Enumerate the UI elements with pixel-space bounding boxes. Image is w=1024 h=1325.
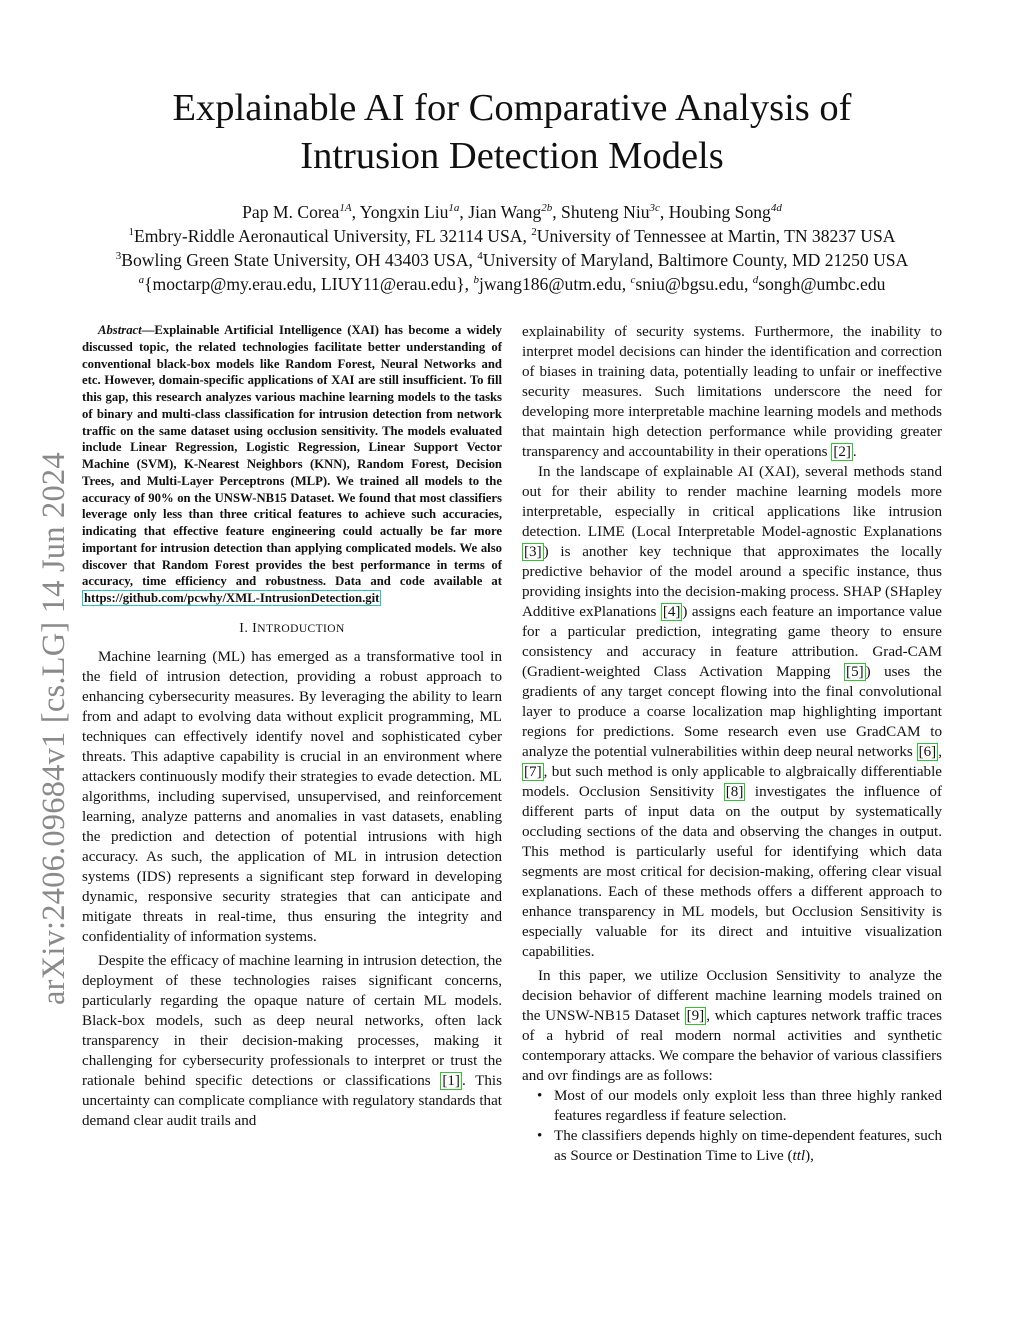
citation-link[interactable]: [1]	[442, 1072, 460, 1089]
author-name: Jian Wang	[468, 202, 542, 222]
author-sep: ,	[659, 202, 669, 222]
email-sup: b	[473, 274, 479, 286]
title-line-1: Explainable AI for Comparative Analysis of	[172, 87, 852, 129]
email-sup: d	[752, 274, 759, 286]
paragraph-text: The classifiers depends highly on time-dependent features, such as Source or Destination Time to Live (	[554, 1128, 942, 1164]
paragraph-text: In this paper, we utilize Occlusion Sensitivity to analyze the decision behavior of different machine learning models trained on the UNSW-NB15 Dataset	[522, 968, 942, 1024]
author-names	[0, 200, 1024, 224]
list-item	[554, 1126, 942, 1166]
email-sup: c	[630, 274, 636, 286]
affiliation: Embry-Riddle Aeronautical University, FL 32114 USA,	[133, 226, 532, 246]
xai-methods-paragraph	[522, 462, 942, 962]
paragraph-text: , which captures network traffic traces of a hybrid of real modern normal activities and synthetic contemporary attacks. We compare the behavior of various classifiers and ovr findings are as follows:	[522, 1008, 942, 1084]
list-item: • Most of our models only exploit less than three highly ranked features regardless if feature selection.	[554, 1086, 942, 1126]
author-block	[0, 200, 1024, 296]
paragraph-text: ) is another key technique that approximates the locally predictive behavior of the model around a specific instance, thus providing insights into the decision-making process. SHAP (SHapley Additive exPlanations	[522, 544, 942, 620]
author-sup: 1a	[448, 202, 460, 214]
email: sniu@bgsu.edu,	[635, 274, 753, 294]
affiliation-sup: 2	[531, 226, 537, 238]
emphasis-text: ttl	[792, 1148, 806, 1164]
paper-title	[0, 84, 1024, 180]
author-name: Pap M. Corea	[242, 202, 340, 222]
paragraph-text: ) assigns each feature an importance value for a particular prediction, integrating game theory to ensure consistency and accuracy in feature attribution. Grad-CAM (Gradient-weighted Class Activation Mapping	[522, 604, 942, 680]
contribution-paragraph	[522, 966, 942, 1086]
citation-link[interactable]: [8]	[725, 784, 744, 800]
affiliation-sup: 4	[477, 250, 483, 262]
paragraph-text: .	[852, 444, 857, 460]
section-number: I.	[239, 620, 253, 636]
left-column	[82, 322, 502, 1131]
author-sup: 4d	[770, 202, 782, 214]
paragraph-text: Despite the efficacy of machine learning in intrusion detection, the deployment of these technologies raises significant concerns, particularly regarding the opaque nature of certain ML models. Black-box models, such as deep neural networks, often lack transparency in their decision-making processes, making it challenging for cybersecurity professionals to interpret or trust the rationale behind specific detections or classifications	[82, 952, 502, 1089]
citation-link[interactable]: [3]	[524, 544, 542, 560]
author-sep: ,	[459, 202, 469, 222]
affiliation: University of Maryland, Baltimore County, MD 21250 USA	[482, 250, 909, 270]
paragraph-text: , but such method is only applicable to algbraically differentiable models. Occlusion Sensitivity	[522, 764, 942, 800]
citation-link[interactable]: [7]	[524, 764, 542, 780]
arxiv-identifier: arXiv:2406.09684v1 [cs.LG] 14 Jun 2024	[36, 452, 72, 1005]
paragraph-text: explainability of security systems. Furthermore, the inability to interpret model decisions can hinder the identification and correction of biases in training data, potentially leading to unfair or ineffective security measures. Such limitations underscore the need for developing more interpretable machine learning models and methods that maintain high detection performance while providing greater transparency and accountability in their operations	[522, 324, 942, 460]
author-sep: ,	[552, 202, 562, 222]
paragraph-text: In the landscape of explainable AI (XAI), several methods stand out for their ability to render machine learning models more interpretable, especially in critical applications like intrusion detection. LIME (Local Interpretable Model-agnostic Explanations	[522, 464, 942, 540]
author-sep: ,	[351, 202, 360, 222]
paragraph-text: ),	[805, 1148, 814, 1164]
author-sup: 1A	[339, 202, 352, 214]
section-title-initial: I	[252, 620, 258, 636]
abstract	[82, 322, 502, 607]
section-title-smallcaps: NTRODUCTION	[257, 622, 345, 635]
email-sup: a	[138, 274, 145, 286]
citation-link[interactable]: [6]	[918, 744, 937, 760]
affiliation-sup: 3	[115, 250, 122, 262]
email: jwang186@utm.edu,	[478, 274, 631, 294]
author-sup: 3c	[649, 202, 660, 214]
affiliation: Bowling Green State University, OH 43403 USA,	[121, 250, 478, 270]
code-repository-link[interactable]: https://github.com/pcwhy/XML-IntrusionDetection.git	[84, 591, 380, 605]
citation-link[interactable]: [2]	[833, 444, 851, 460]
citation-link[interactable]: [4]	[662, 604, 681, 620]
affiliation-sup: 1	[128, 226, 134, 238]
affiliation: University of Tennessee at Martin, TN 38237 USA	[536, 226, 896, 246]
paragraph-text: ,	[938, 744, 942, 760]
author-sup: 2b	[541, 202, 553, 214]
paragraph-text: ) uses the gradients of any target concept flowing into the final convolutional layer to produce a coarse localization map highlighting important regions for predictions. Some research even use GradCAM to analyze the potential vulnerabilities within deep neural networks	[522, 664, 942, 760]
citation-link[interactable]: [9]	[686, 1008, 705, 1024]
citation-link[interactable]: [5]	[846, 664, 864, 680]
intro-paragraph-2-continued	[522, 322, 942, 462]
author-name: Houbing Song	[668, 202, 771, 222]
author-name: Yongxin Liu	[359, 202, 449, 222]
author-name: Shuteng Niu	[561, 202, 650, 222]
section-heading-introduction	[82, 619, 502, 639]
right-column	[522, 322, 942, 1166]
intro-paragraph-2	[82, 951, 502, 1131]
email: songh@umbc.edu	[758, 274, 886, 294]
abstract-label: Abstract	[98, 323, 142, 337]
abstract-text: —Explainable Artificial Intelligence (XAI) has become a widely discussed topic, the related technologies facilitate better understanding of conventional black-box models like Random Forest, Neural Networks and etc. However, domain-specific applications of XAI are still insufficient. To fill this gap, this research analyzes various machine learning models to the tasks of binary and multi-class classification for intrusion detection from network traffic on the same dataset using occlusion sensitivity. The models evaluated include Linear Regression, Logistic Regression, Linear Support Vector Machine (SVM), K-Nearest Neighbors (KNN), Random Forest, Decision Trees, and Multi-Layer Perceptrons (MLP). We trained all models to the accuracy of 90% on the UNSW-NB15 Dataset. We found that most classifiers leverage only less than three critical features to achieve such accuracies, indicating that effective feature engineering could actually be far more important for intrusion detection than applying complicated models. We also discover that Random Forest provides the best performance in terms of accuracy, time efficiency and robustness. Data and code available at	[82, 323, 502, 589]
paragraph-text: . This uncertainty can complicate compliance with regulatory standards that demand clear audit trails and	[82, 1072, 502, 1129]
intro-paragraph-1: Machine learning (ML) has emerged as a transformative tool in the field of intrusion detection, providing a robust approach to enhancing cybersecurity measures. By leveraging the ability to learn from and adapt to evolving data without explicit programming, ML techniques can effectively identify novel and sophisticated cyber threats. This adaptive capability is crucial in an environment where attackers continuously modify their strategies to evade detection. ML algorithms, including supervised, unsupervised, and reinforcement learning, analyze patterns and anomalies in vast datasets, enabling the prediction and detection of potential intrusions with high accuracy. As such, the application of ML in intrusion detection systems (IDS) represents a significant step forward in developing dynamic, responsive security strategies that can anticipate and mitigate threats in real-time, thus ensuring the integrity and confidentiality of information systems.	[82, 648, 502, 945]
paragraph-text: investigates the influence of different parts of input data on the output by systematically occluding sections of the data and observing the changes in output. This method is particularly useful for identifying which data segments are most critical for decision-making, offering clear visual explanations. Each of these methods offers a different approach to enhance transparency in ML models, but Occlusion Sensitivity is especially valuable for its direct and intuitive visualization capabilities.	[522, 784, 942, 960]
title-line-2: Intrusion Detection Models	[300, 135, 724, 177]
findings-list	[522, 1086, 942, 1166]
affiliation-line-2	[0, 248, 1024, 272]
affiliation-line-1	[0, 224, 1024, 248]
email: {moctarp@my.erau.edu, LIUY11@erau.edu},	[144, 274, 474, 294]
email-line	[0, 272, 1024, 296]
